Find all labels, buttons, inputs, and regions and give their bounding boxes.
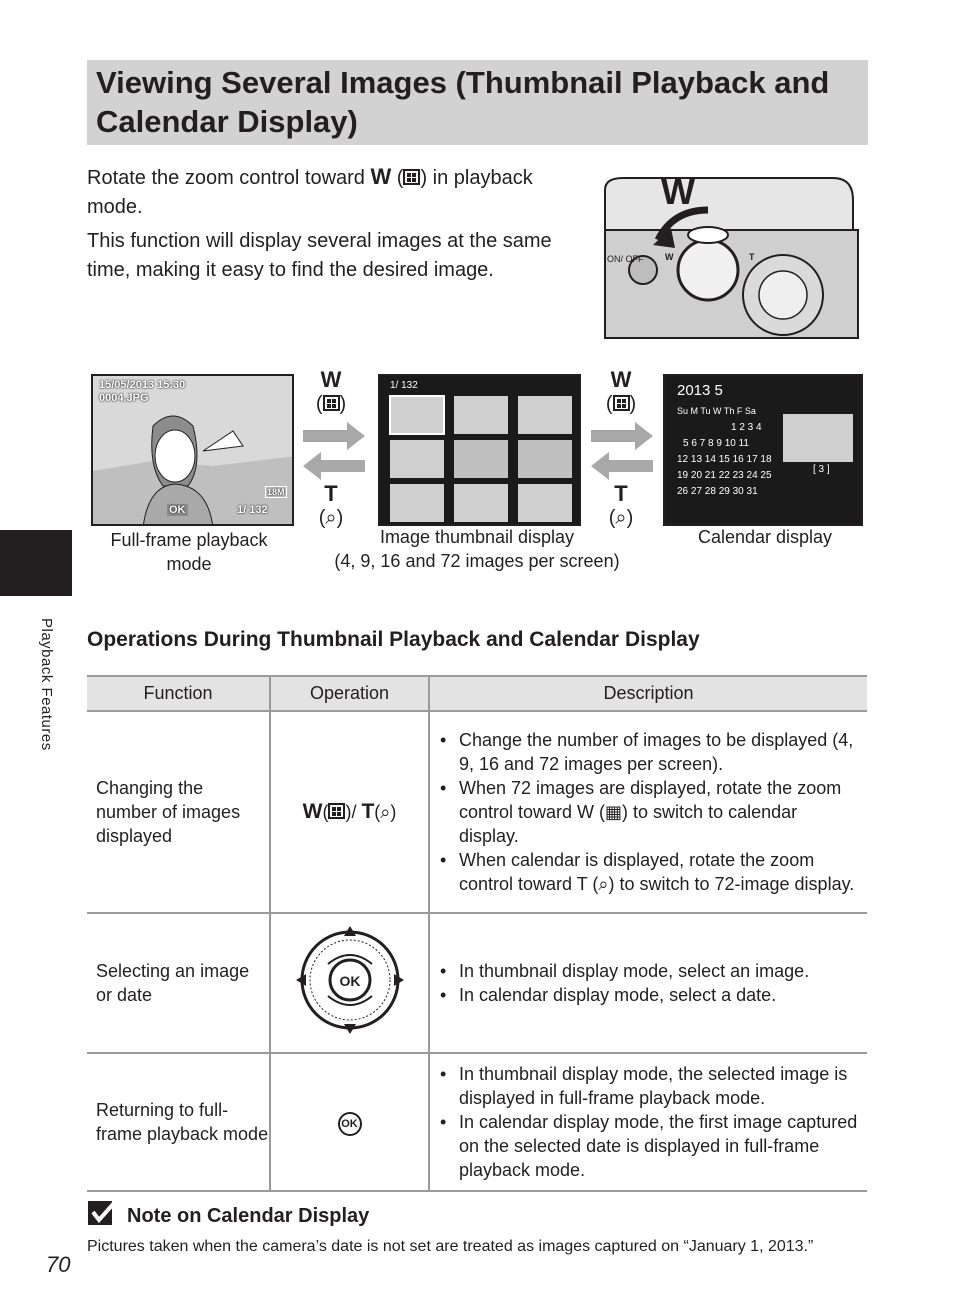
op-w: W	[302, 800, 323, 823]
note-heading	[87, 1200, 369, 1228]
camera-w-small: W	[665, 252, 674, 262]
cal-row-1: 1 2 3 4	[731, 422, 762, 433]
cal-row-5: 26 27 28 29 30 31	[677, 486, 758, 497]
note-heading-text: Note on Calendar Display	[127, 1205, 370, 1227]
chapter-label: Playback Features	[38, 618, 55, 751]
list-item: • When calendar is displayed, rotate the zoom control toward T (⌕) to switch to 72-image display.	[440, 848, 859, 896]
list-item: • In calendar display mode, the first image captured on the selected date is displayed in full-frame playback mode.	[440, 1110, 859, 1182]
row-function: Changing the number of images displayed	[87, 711, 270, 913]
table-header-row	[87, 676, 867, 711]
operations-table	[87, 675, 867, 1192]
cal-thumbnail	[783, 414, 853, 462]
thumb-counter: 1/ 132	[390, 380, 418, 391]
ff-counter: 1/ 132	[237, 504, 268, 516]
intro-line-1-pre: Rotate the zoom control toward	[87, 167, 371, 189]
calendar-screen	[663, 374, 863, 526]
arrow-pair-left	[303, 420, 367, 480]
magnify-icon: ⌕	[380, 802, 391, 822]
cal-count: [ 3 ]	[813, 464, 830, 475]
magnify-icon: ⌕	[615, 507, 627, 529]
cal-header: 2013 5	[677, 382, 723, 399]
full-frame-screen	[91, 374, 294, 526]
list-item: • Change the number of images to be displayed (4, 9, 16 and 72 images per screen).	[440, 728, 859, 776]
ff-ok: OK	[169, 504, 186, 516]
camera-t-small: T	[749, 252, 755, 262]
camera-on-off-label: ON/ OFF	[607, 254, 644, 264]
table-row	[87, 1053, 867, 1191]
zoom-w-right-letter: W	[610, 367, 632, 392]
ok-label: OK	[339, 973, 360, 989]
cal-days: Su M Tu W Th F Sa	[677, 406, 756, 416]
intro-line-1-post: ) in playback mode.	[87, 167, 533, 218]
row-description	[429, 1053, 867, 1191]
thumbnail-screen	[378, 374, 581, 526]
intro-line-1: Rotate the zoom control toward W ( ) in playback mode.	[87, 164, 533, 218]
ff-size: 18M	[267, 487, 285, 497]
multi-selector-icon	[294, 924, 406, 1036]
list-item: • In thumbnail display mode, select an image.	[440, 959, 859, 983]
page-title: Viewing Several Images (Thumbnail Playback and Calendar Display)	[96, 65, 830, 139]
caption-full-frame: Full-frame playback mode	[110, 530, 268, 574]
row-operation	[270, 1053, 429, 1191]
intro-line-2: This function will display several images at the same time, making it easy to find the desired image.	[87, 230, 552, 281]
thumbnail-grid	[380, 376, 581, 526]
arrow-pair-right	[591, 420, 655, 480]
zoom-t-left-letter: T	[324, 481, 338, 506]
w-symbol: W	[370, 164, 392, 189]
col-description: Description	[429, 676, 867, 711]
caption-thumbnail-line1: Image thumbnail display	[379, 527, 575, 547]
thumbnail-icon	[328, 803, 345, 819]
list-item: • When 72 images are displayed, rotate the zoom control toward W (▦) to switch to calendar display.	[440, 776, 859, 848]
zoom-t-right: T (⌕)	[596, 482, 646, 530]
zoom-t-right-letter: T	[614, 481, 628, 506]
cal-row-2: 5 6 7 8 9 10 11	[683, 438, 749, 449]
section-heading: Operations During Thumbnail Playback and Calendar Display	[87, 628, 700, 651]
row-operation	[270, 913, 429, 1053]
ok-button-icon: OK	[338, 1112, 362, 1136]
thumbnail-icon	[323, 395, 340, 411]
zoom-w-left-letter: W	[320, 367, 342, 392]
checkmark-note-icon	[87, 1200, 117, 1226]
col-function: Function	[87, 676, 270, 711]
intro-text	[87, 162, 592, 290]
page-number: 70	[46, 1252, 71, 1277]
thumbnail-icon	[403, 169, 420, 185]
list-item: • In thumbnail display mode, the selected image is displayed in full-frame playback mode.	[440, 1062, 859, 1110]
magnify-icon: ⌕	[325, 507, 337, 529]
table-row	[87, 711, 867, 913]
row-operation: W( )/ T(⌕)	[270, 711, 429, 913]
zoom-w-left: W ( )	[306, 368, 356, 416]
title-bar	[87, 60, 868, 145]
list-item: • In calendar display mode, select a date.	[440, 983, 859, 1007]
row-function: Selecting an image or date	[87, 913, 270, 1053]
table-row	[87, 913, 867, 1053]
cal-row-3: 12 13 14 15 16 17 18	[677, 454, 772, 465]
zoom-t-left: T (⌕)	[306, 482, 356, 530]
note-text: Pictures taken when the camera’s date is not set are treated as images captured on “January 1, 2013.”	[87, 1238, 814, 1255]
zoom-w-right: W ( )	[596, 368, 646, 416]
caption-thumbnail-line2: (4, 9, 16 and 72 images per screen)	[334, 551, 620, 571]
row-function: Returning to full-frame playback mode	[87, 1053, 270, 1191]
cal-row-4: 19 20 21 22 23 24 25	[677, 470, 772, 481]
caption-calendar: Calendar display	[697, 527, 833, 547]
camera-w-label: W	[661, 171, 695, 212]
thumbnail-icon	[613, 395, 630, 411]
col-operation: Operation	[270, 676, 429, 711]
ff-date: 15/05/2013 15:30	[99, 379, 186, 391]
op-t: T	[361, 800, 375, 823]
caption-thumbnail	[316, 525, 638, 573]
chapter-tab	[0, 530, 72, 596]
ff-file: 0004.JPG	[99, 392, 149, 404]
camera-zoom-illustration	[603, 170, 861, 340]
row-description	[429, 913, 867, 1053]
row-description	[429, 711, 867, 913]
